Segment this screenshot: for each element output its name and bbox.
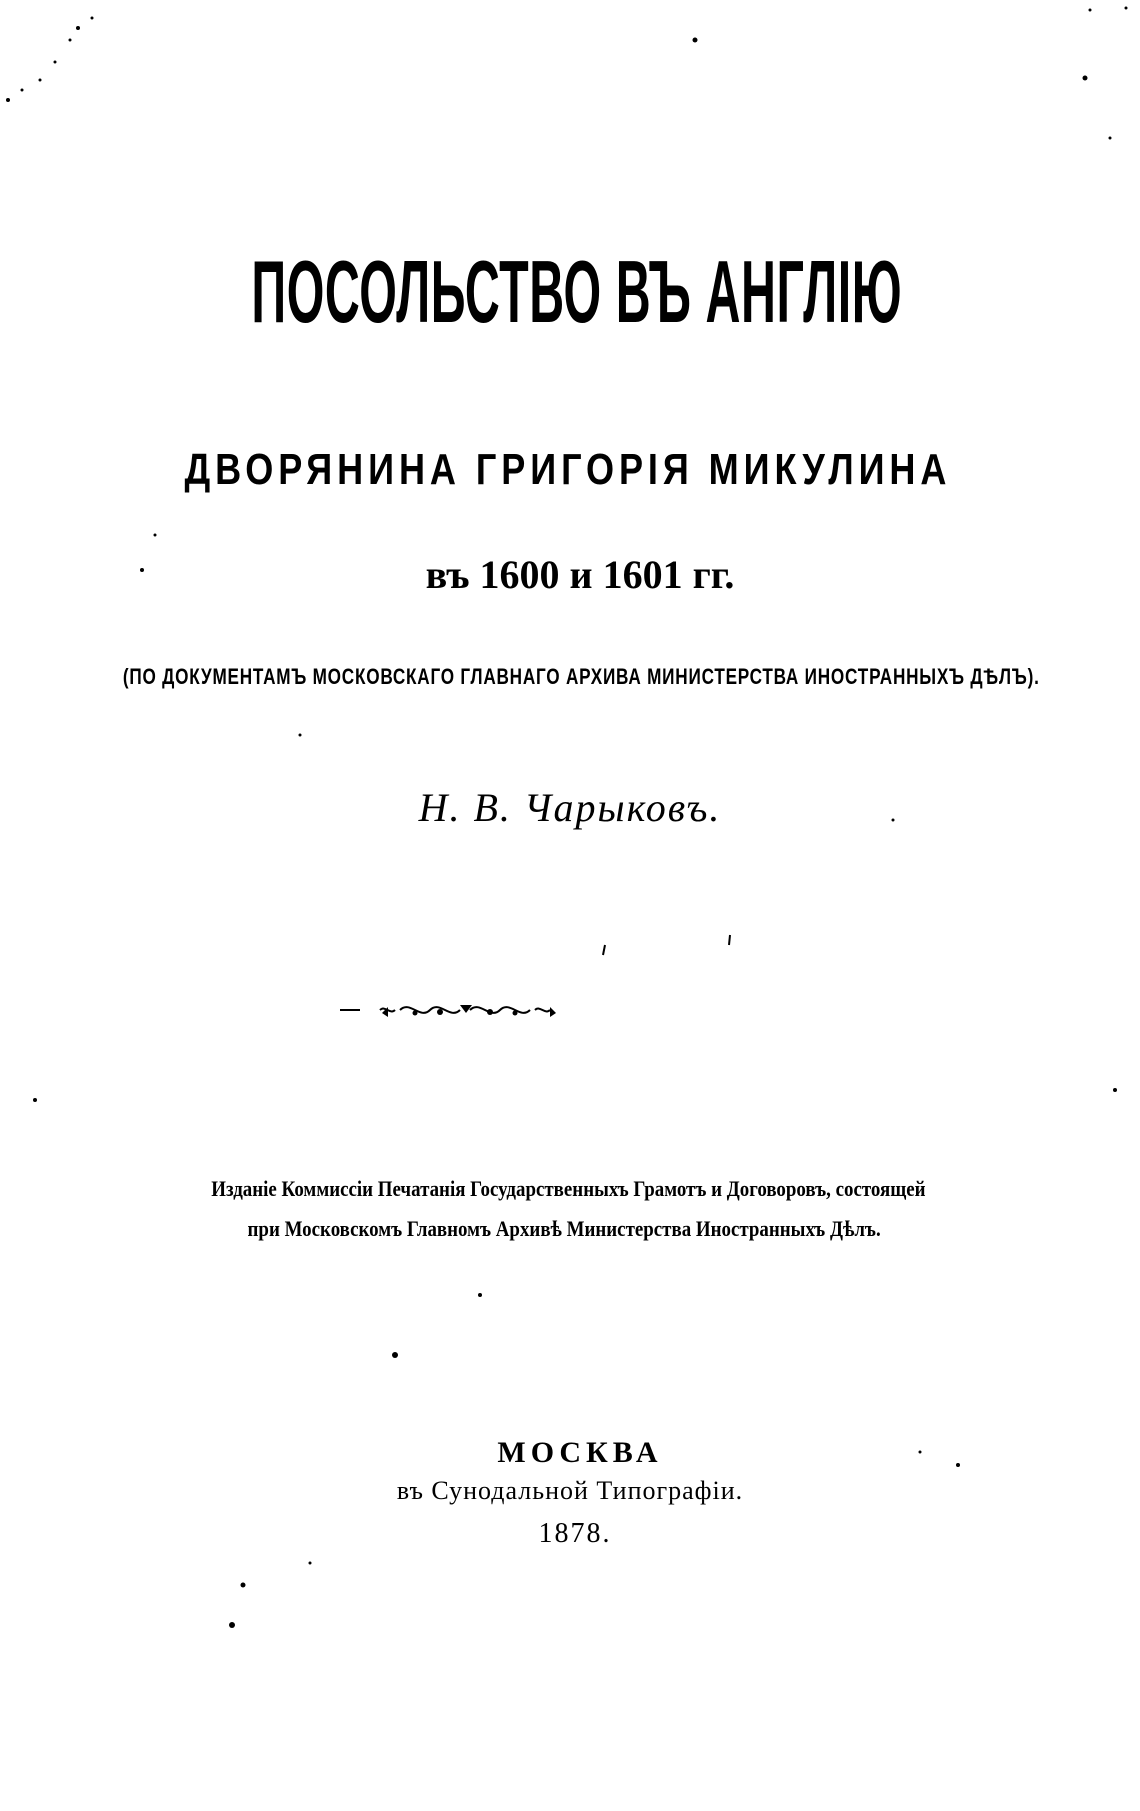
book-title: ПОСОЛЬСТВО ВЪ АНГЛІЮ	[251, 242, 903, 341]
imprint-city: МОСКВА	[497, 1436, 663, 1469]
imprint-year: 1878.	[538, 1518, 612, 1549]
publisher-line-2: при Московскомъ Главномъ Архивѣ Министерства Иностранныхъ Дѣлъ.	[247, 1216, 881, 1241]
decorative-flourish-ornament-icon	[340, 995, 590, 1025]
imprint-press: въ Сунодальной Типографіи.	[396, 1476, 744, 1505]
book-years: въ 1600 и 1601 гг.	[425, 552, 735, 597]
book-subtitle: ДВОРЯНИНА ГРИГОРІЯ МИКУЛИНА	[184, 445, 952, 494]
author-name: Н. В. Чарыковъ.	[418, 785, 722, 830]
source-note: (ПО ДОКУМЕНТАМЪ МОСКОВСКАГО ГЛАВНАГО АРХИВА МИНИСТЕРСТВА ИНОСТРАННЫХЪ ДѢЛЪ).	[122, 664, 1040, 689]
publisher-line-1: Изданіе Коммиссіи Печатанія Государственныхъ Грамотъ и Договоровъ, состоящей	[211, 1176, 926, 1201]
